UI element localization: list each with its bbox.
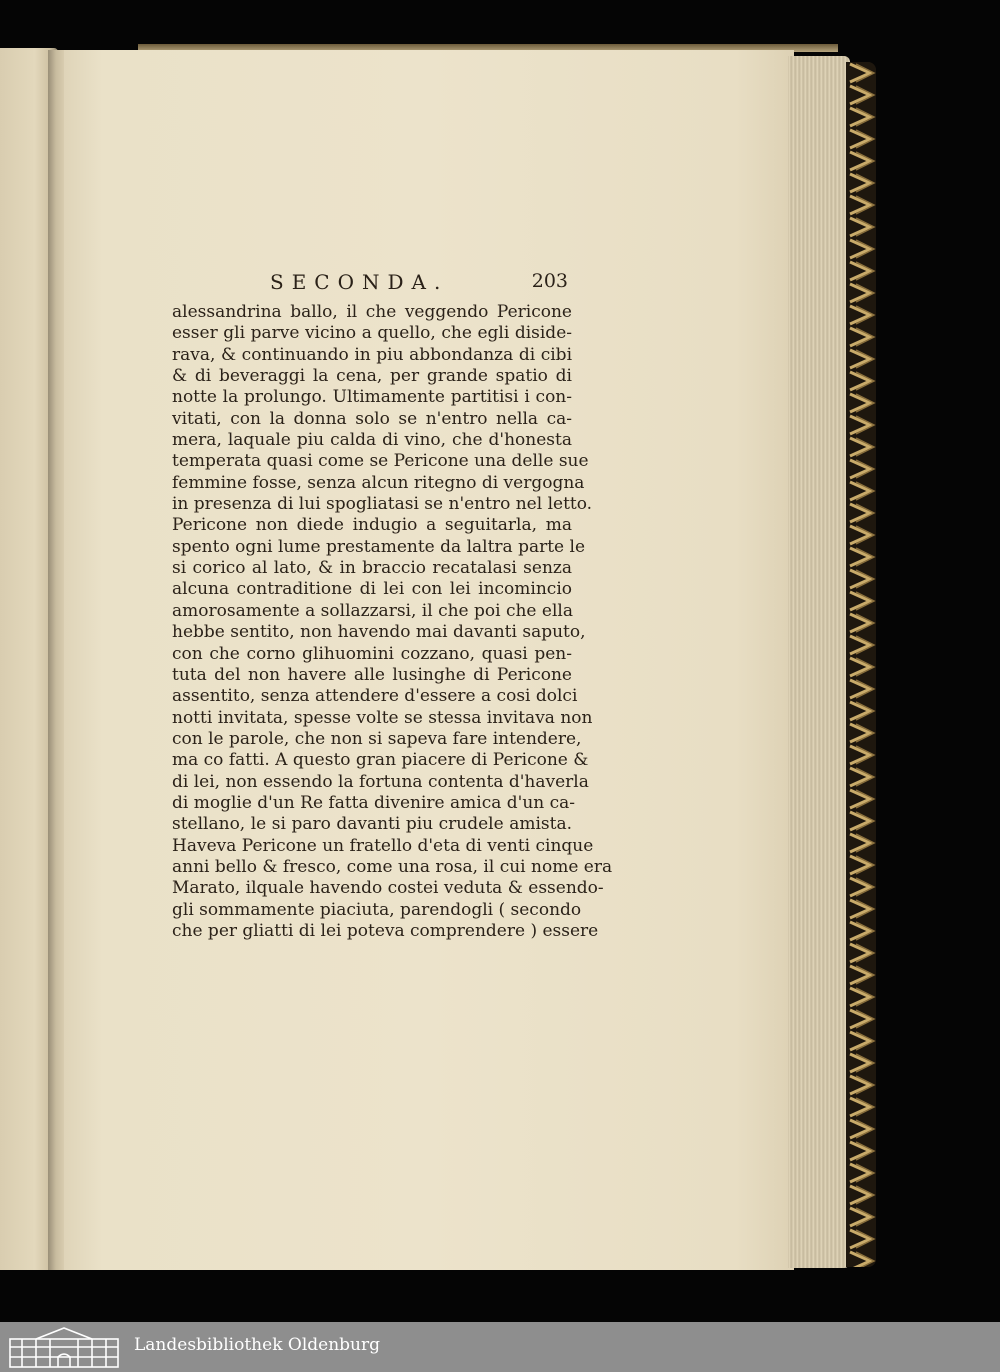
text-line: Haveva Pericone un fratello d'eta di venti cinque bbox=[172, 835, 594, 856]
text-line: di lei, non essendo la fortuna contenta d'haverla bbox=[172, 771, 589, 792]
text-line: Pericone non diede indugio a seguitarla, ma bbox=[172, 515, 572, 536]
text-line: & di beveraggi la cena, per grande spatio di bbox=[172, 366, 572, 387]
page-gutter bbox=[48, 50, 64, 1270]
text-line: vitati, con la donna solo se n'entro nella ca- bbox=[172, 408, 572, 429]
text-line: temperata quasi come se Pericone una delle sue bbox=[172, 451, 589, 472]
body-text bbox=[172, 302, 613, 942]
text-line: spento ogni lume prestamente da laltra parte le bbox=[172, 536, 586, 557]
running-head: SECONDA. bbox=[270, 270, 449, 294]
text-line: gli sommamente piaciuta, parendogli ( secondo bbox=[172, 899, 582, 920]
text-line: con che corno glihuomini cozzano, quasi pen- bbox=[172, 643, 572, 664]
text-line: rava, & continuando in piu abbondanza di cibi bbox=[172, 344, 572, 365]
text-line: assentito, senza attendere d'essere a cosi dolci bbox=[172, 686, 578, 707]
library-building-icon bbox=[6, 1325, 122, 1369]
text-line: hebbe sentito, non havendo mai davanti saputo, bbox=[172, 622, 586, 643]
text-line: che per gliatti di lei poteva comprendere ) essere bbox=[172, 920, 599, 941]
zigzag-ornament-icon bbox=[846, 62, 876, 1267]
text-line: amorosamente a sollazzarsi, il che poi che ella bbox=[172, 600, 573, 621]
text-line: Marato, ilquale havendo costei veduta & essendo- bbox=[172, 878, 604, 899]
page-header bbox=[270, 270, 568, 302]
text-line: si corico al lato, & in braccio recatalasi senza bbox=[172, 558, 572, 579]
page-number: 203 bbox=[531, 270, 568, 292]
text-line: con le parole, che non si sapeva fare intendere, bbox=[172, 728, 582, 749]
text-line: esser gli parve vicino a quello, che egli diside- bbox=[172, 323, 572, 344]
text-line: in presenza di lui spogliatasi se n'entro nel letto. bbox=[172, 494, 593, 515]
page-fore-edge bbox=[788, 56, 850, 1268]
text-line: stellano, le si paro davanti piu crudele amista. bbox=[172, 814, 572, 835]
text-line: ma co fatti. A questo gran piacere di Pericone & bbox=[172, 750, 589, 771]
text-line: femmine fosse, senza alcun ritegno di vergogna bbox=[172, 472, 585, 493]
text-line: alessandrina ballo, il che veggendo Pericone bbox=[172, 302, 572, 322]
text-line: di moglie d'un Re fatta divenire amica d'un ca- bbox=[172, 792, 576, 813]
text-line: notti invitata, spesse volte se stessa invitava non bbox=[172, 707, 593, 728]
text-line: tuta del non havere alle lusinghe di Pericone bbox=[172, 664, 572, 685]
footer-bar bbox=[0, 1322, 1000, 1372]
text-line: alcuna contraditione di lei con lei incomincio bbox=[172, 579, 572, 600]
text-line: notte la prolungo. Ultimamente partitisi i con- bbox=[172, 387, 572, 408]
text-line: anni bello & fresco, come una rosa, il cui nome era bbox=[172, 856, 613, 877]
decorative-binding-edge bbox=[846, 62, 876, 1267]
library-name: Landesbibliothek Oldenburg bbox=[134, 1335, 381, 1355]
text-line: mera, laquale piu calda di vino, che d'honesta bbox=[172, 430, 572, 451]
